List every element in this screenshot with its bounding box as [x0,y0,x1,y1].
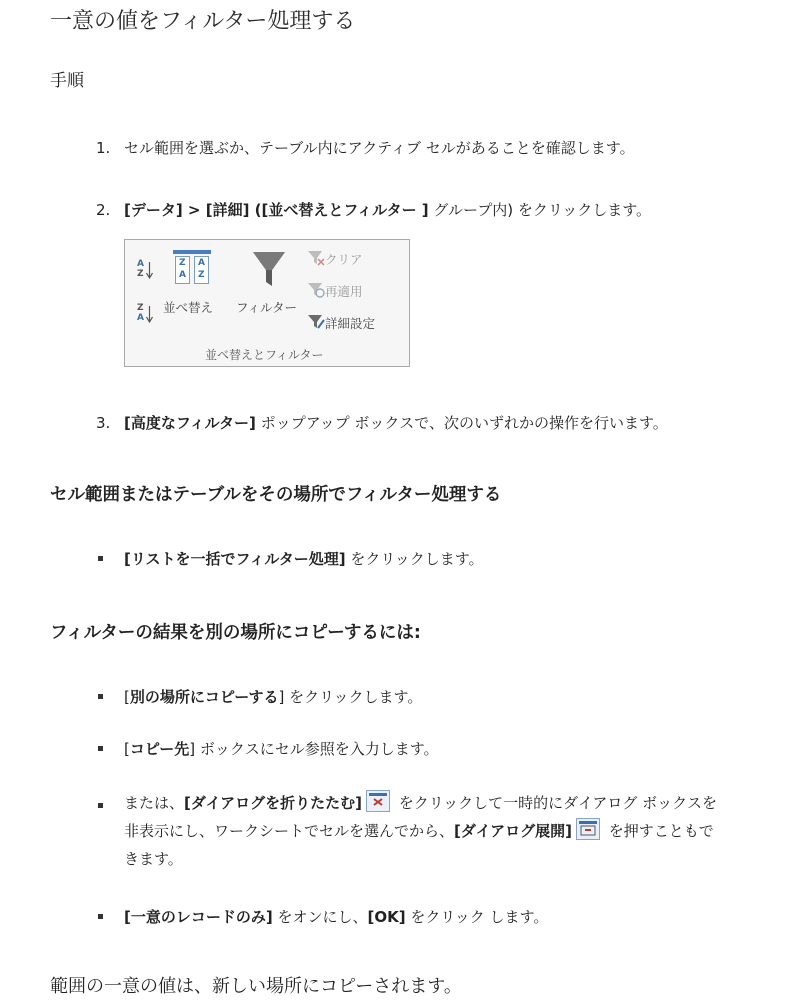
step-bold-text: [高度なフィルター] [124,414,256,432]
bullet-marker [98,746,103,751]
footer-note: 範囲の一意の値は、新しい場所にコピーされます。 [50,976,462,997]
step-text: ポップアップ ボックスで、次のいずれかの操作を行います。 [255,414,668,432]
section-heading-copy: フィルターの結果を別の場所にコピーするには: [50,623,421,643]
advanced-label[interactable]: 詳細設定 [325,316,376,331]
step-number: 1. [96,139,111,157]
step-3 [96,412,668,433]
filter-funnel-icon[interactable] [251,250,287,290]
bullet-marker [98,914,103,919]
sort-dialog-icon[interactable]: Z A A Z [173,250,211,286]
reapply-label: 再適用 [325,284,363,299]
step-1 [96,137,635,158]
expand-dialog-icon[interactable] [576,818,600,840]
clear-label: クリア [325,252,363,267]
step-2 [96,199,651,220]
bullet-marker [98,556,103,561]
collapse-dialog-icon[interactable] [366,790,390,812]
page-title: 一意の値をフィルター処理する [50,9,356,34]
bullet-marker [98,803,103,808]
step-number: 3. [96,414,111,432]
bullet-marker [98,694,103,699]
step-text: グループ内) をクリックします。 [428,201,652,219]
step-text: セル範囲を選ぶか、テーブル内にアクティブ セルがあることを確認します。 [124,139,635,157]
ribbon-group-label: 並べ替えとフィルター [205,348,324,362]
procedure-heading: 手順 [50,71,84,91]
sort-button-label[interactable]: 並べ替え [163,300,214,315]
sort-ascending-icon[interactable]: A Z [137,260,153,282]
clear-filter-icon [307,250,325,266]
section-heading-inplace: セル範囲またはテーブルをその場所でフィルター処理する [50,485,502,505]
filter-button-label[interactable]: フィルター [236,300,298,315]
sort-filter-ribbon [124,239,410,367]
advanced-filter-icon[interactable] [307,314,325,330]
step-number: 2. [96,201,111,219]
step-bold-text: [データ] > [詳細] ([並べ替えとフィルター ] [124,201,429,219]
sort-descending-icon[interactable]: Z A [137,304,153,326]
reapply-filter-icon [307,282,325,298]
